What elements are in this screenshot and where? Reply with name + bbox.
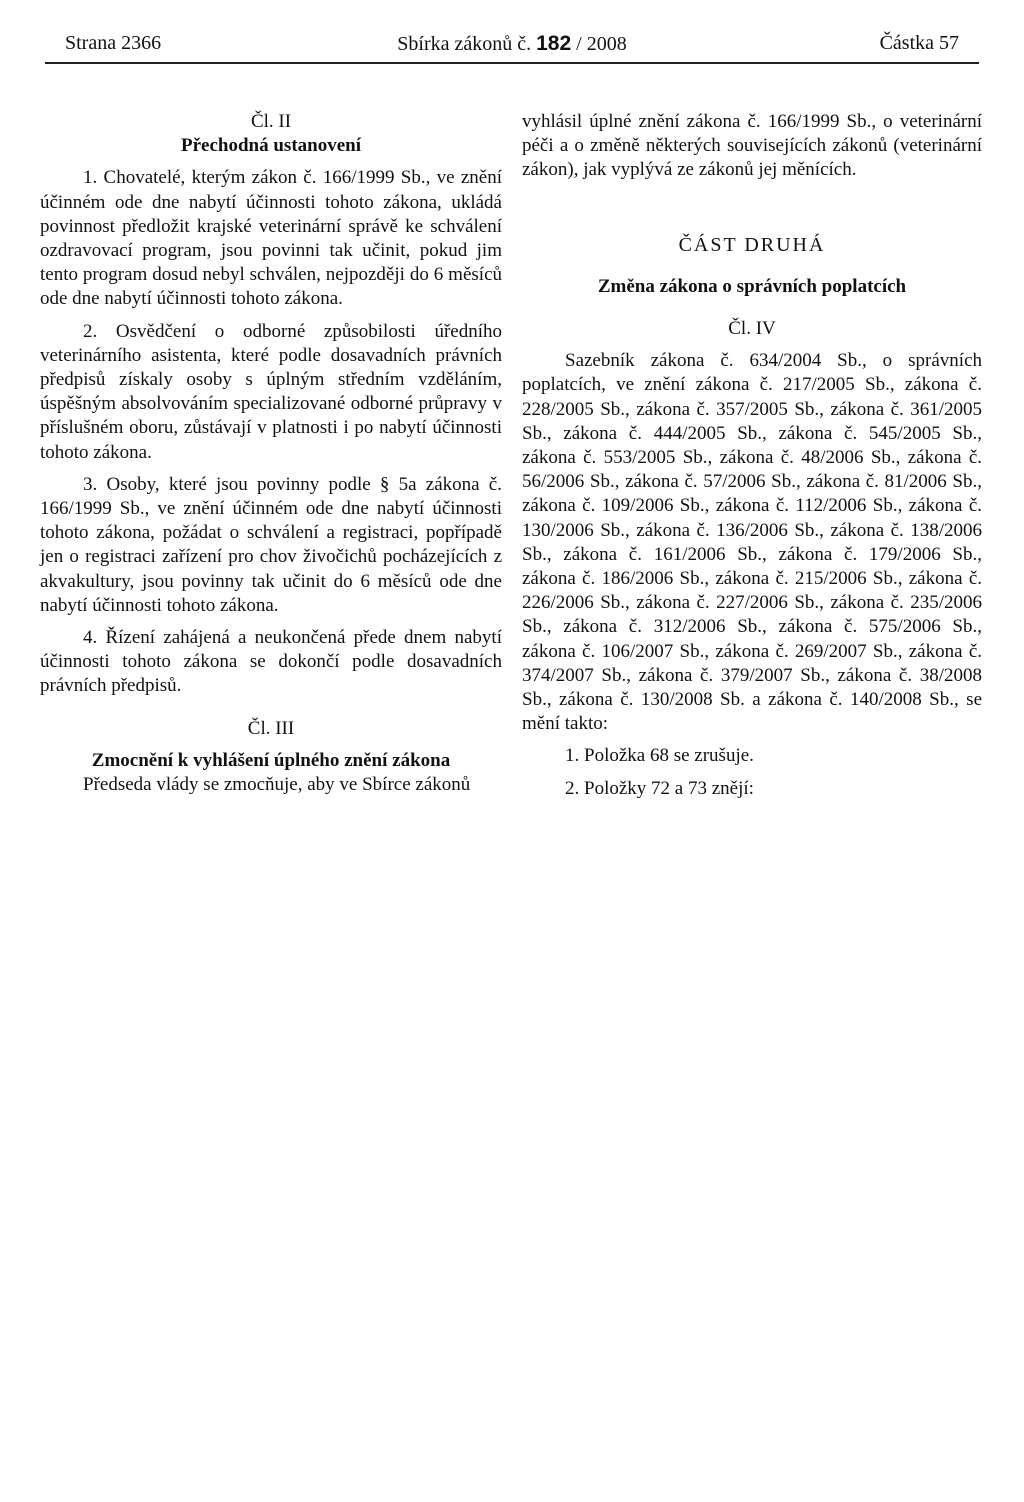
paragraph-3: 3. Osoby, které jsou povinny podle § 5a zákona č. 166/1999 Sb., ve znění účinném ode dne nabytí účinnosti tohoto zákona, požádat o schválení a registraci, popřípadě jen o registraci zařízení pro chov živočichů pocházejících z akvakultury, jsou povinny tak učinit do 6 měsíců ode dne nabytí účinnosti tohoto zákona. <box>40 473 502 616</box>
right-column <box>522 110 982 801</box>
law-number: 182 <box>536 32 572 55</box>
item-2: 2. Položky 72 a 73 znějí: <box>565 777 754 799</box>
article-4-title: Čl. IV <box>728 318 776 340</box>
article-3-title: Čl. III <box>247 717 295 739</box>
article-2-title: Čl. II <box>250 111 292 132</box>
item-1: 1. Položka 68 se zrušuje. <box>565 745 754 767</box>
part-number: Částka 57 <box>879 32 959 54</box>
continuation-text: vyhlásil úplné znění zákona č. 166/1999 Sb., o veterinární péči a o změně některých souvisejících zákonů (veterinární zákon), jak vyplývá ze zákonů jej měnících. <box>522 111 982 181</box>
left-column <box>40 110 502 797</box>
paragraph-2: 2. Osvědčení o odborné způsobilosti úředního veterinárního asistenta, které podle dosavadních právních předpisů získaly osoby s úplným středním vzděláním, úspěšným absolvováním specializované odborné průpravy v příslušném oboru, zůstávají v platnosti i po nabytí účinnosti tohoto zákona. <box>40 320 502 463</box>
paragraph-4: 4. Řízení zahájená a neukončená přede dnem nabytí účinnosti tohoto zákona se dokončí podle dosavadních právních předpisů. <box>40 627 502 697</box>
article-3-heading: Zmocnění k vyhlášení úplného znění zákona <box>91 749 451 771</box>
article-3-text: Předseda vlády se zmocňuje, aby ve Sbírce zákonů <box>83 774 471 796</box>
article-4-text: Sazebník zákona č. 634/2004 Sb., o správních poplatcích, ve znění zákona č. 217/2005 Sb., zákona č. 228/2005 Sb., zákona č. 357/2005 Sb., zákona č. 361/2005 Sb., zákona č. 444/2005 Sb., zákona č. 545/2005 Sb., zákona č. 553/2005 Sb., zákona č. 48/2006 Sb., zákona č. 56/2006 Sb., zákona č. 57/2006 Sb., zákona č. 81/2006 Sb., zákona č. 109/2006 Sb., zákona č. 112/2006 Sb., zákona č. 130/2006 Sb., zákona č. 136/2006 Sb., zákona č. 138/2006 Sb., zákona č. 161/2006 Sb., zákona č. 179/2006 Sb., zákona č. 186/2006 Sb., zákona č. 215/2006 Sb., zákona č. 226/2006 Sb., zákona č. 227/2006 Sb., zákona č. 235/2006 Sb., zákona č. 312/2006 Sb., zákona č. 575/2006 Sb., zákona č. 106/2007 Sb., zákona č. 269/2007 Sb., zákona č. 374/2007 Sb., zákona č. 379/2007 Sb., zákona č. 38/2008 Sb., zákona č. 130/2008 Sb. a zákona č. 140/2008 Sb., se mění takto: <box>522 350 982 735</box>
part-heading: Změna zákona o správních poplatcích <box>597 275 907 297</box>
collection-prefix: Sbírka zákonů č. <box>397 33 537 55</box>
page-number: Strana 2366 <box>65 32 162 54</box>
page-header <box>45 28 979 64</box>
paragraph-1: 1. Chovatelé, kterým zákon č. 166/1999 Sb., ve znění účinném ode dne nabytí účinnosti tohoto zákona, ukládá povinnost předložit krajské veterinární správě ke schválení ozdravovací program, jsou povinni tak učinit, pokud jim tento program dosud nebyl schválen, nejpozději do 6 měsíců ode dne nabytí účinnosti tohoto zákona. <box>40 167 502 310</box>
law-year: / 2008 <box>571 33 627 55</box>
part-title: ČÁST DRUHÁ <box>678 233 826 256</box>
article-2-heading: Přechodná ustanovení <box>181 135 361 157</box>
collection-title <box>45 32 979 56</box>
